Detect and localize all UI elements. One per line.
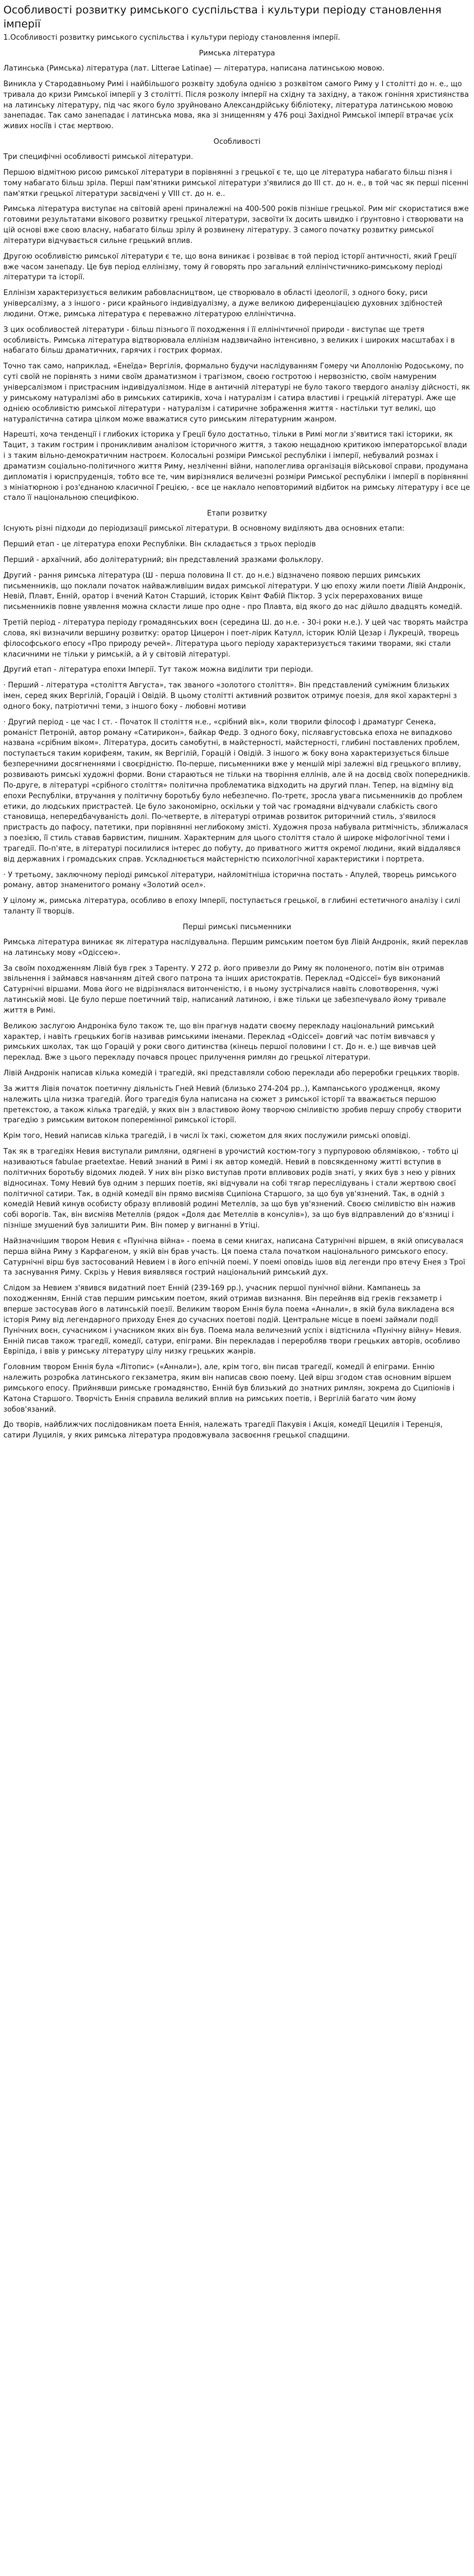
paragraph: У цілому ж, римська література, особливо в епоху Імперії, поступається грецької, в глибині естетичного аналізу і силі таланту її творців. [3, 897, 461, 916]
paragraph: Другий - рання римська література (Ш - перша половина ІІ ст. до н.е.) відзначено появою перших римських письменників, що поклали початок найважливішим видах римської літератури. У цю епоху жили поети Лівій Андронік, Невій, Плавт, Енній, оратор і вчений Катон Старший, історик Квінт Фабій Піктор. З усіх перерахованих вище письменників повне уявлення можна скласти лише про одне - про Плавта, від якого до нас дійшло двадцять комедій. [3, 571, 466, 612]
paragraph: Другою особливістю римської літератури є те, що вона виникає і розвіває в той період історії античності, який Греції вже часом занепаду. Це був період еллінізму, тому й говорять про загальний еллінічстичнико-римському періоді літератури та історії. [3, 252, 457, 282]
paragraph: Так як в трагедіях Невия виступали римляни, одягнені в урочистий костюм-тогу з пурпуровою облямівкою, - тобто ці називаються fabulae praetextae. Невий знаний в Римі і як автор комедій. Невий в повсякденному житті вступив в політичних боротьбу відомих людей. У них він різко виступав проти впливових родів знаті, у яких був з нею у рівних відносинах. Тому Невий був одним з перших поетів, які відчували на собі тягар переслідувань і стали жертвою своєї політичної сатири. Так, в одній комедії він прямо висміяв Сципіона Старшого, за що був ув'язнений. Так, в одній з комедій Невий кинув особисту образу впливовій родині Метеллів, за що був ув'язнений. Своєю сміливістю він нажив собі ворогів. Так, він висміяв Метеллів (рядок «Доля дає Метеллів в консулів»), за що був відправлений до в'язниці і пізніше змушений був залишити Рим. Він помер у вигнанні в Утіці. [3, 1148, 459, 1230]
paragraph: Існують різні підходи до періодизації римської літератури. В основному виділяють два основних етапи: [3, 524, 405, 533]
paragraph: Еллінізм характеризується великим рабовласництвом, це створювало в області ідеології, з одного боку, риси універсалізму, а з іншого - риси крайнього індивідуалізму, а дуже великою диференціацією духовних здібностей людини. Отже, римська література є переважно літературою еллінічтична. [3, 289, 443, 319]
paragraph: Римська література виступає на світовій арені приналежні на 400-500 років пізніше грецької. Рим міг скористатися вже готовими результатами вікового розвитку грецької літератури, засвоїти їх досить швидко і ґрунтовно і створювати на цій основі вже свою власну, набагато більш зрілу й розвинену літературу. З самого початку розвитку римської літератури відчувається сильне грецький вплив. [3, 205, 469, 245]
paragraph: Латинська (Римська) література (лат. Litterae Latinae) — література, написана латинською мовою. [3, 64, 385, 73]
paragraph: Першою відмітною рисою римської літератури в порівнянні з грецької є те, що це література набагато більш пізня і тому набагато більш зріла. Перші пам'ятники римської літератури з'явилися до ІІІ ст. до н. е., в той час як перші пісенні пам'ятки грецької літератури засвідчені у VIII ст. до н. е.. [3, 168, 469, 198]
paragraph: Головним твором Еннія була «Літопис» («Аннали»), але, крім того, він писав трагедії, комедії й епіграми. Еннію належить розробка латинського гекзаметра, яким він написав свою поему. Цей вірш згодом став основним віршем римського епосу. Прийнявши римське громадянство, Енній був близький до знатних римлян, зокрема до Сципіонів і Катона Старшого. Творчість Еннія справила великий вплив на римських поетів, і Вергілій багато чим йому зобов'язаний. [3, 1363, 455, 1414]
section-heading: Особливості [213, 138, 261, 147]
paragraph: Перший - архаїчний, або долітературний; він представлений зразками фольклору. [3, 555, 324, 564]
paragraph: Точно так само, наприклад, «Енеїда» Вергілія, формально будучи наслідуванням Гомеру чи Аполлонію Родоському, по суті своїй не порівнять з ними своїм драматизмом і трагізмом, своєю гостротою і нервозністю, своїм намуреним універсалізмом і пристрасним індивідуалізмом. Ніде в античній літературі не було такого твердого аналізу дійсності, як у римському натуралізмі або в римських сатириків, хоча і натуралізм і сатира властиві і грецькій літературі. Аже ще однією особливістю римської літератури - натуралізм і сатиричне зображення життя - настільки тут великі, що натуралістична сатира цілком може вважатися суто римським літературним жанром. [3, 362, 470, 424]
paragraph: 1.Особливості розвитку римського суспільства і культури періоду становлення імперії. [3, 34, 340, 43]
paragraph: За життя Лівія початок поетичну діяльність Гней Невий (близько 274-204 рр..), Кампанського уродженця, якому належить ціла низка трагедій. Його трагедія була написана на сюжет з римської історії та вважається першою претекстою, а також кілька трагедій, у яких він з властивою йому творчою сміливістю зробив першу спробу створити трагедію з римським витоком поперемінної римської історії. [3, 1084, 462, 1125]
section-heading: Перші римські письменники [182, 922, 292, 931]
paragraph: За своїм походженням Лівій був грек з Таренту. У 272 р. його привезли до Риму як полоненого, потім він отримав звільнення і займався навчанням дітей свого патрона та інших аристократів. Переклад «Одіссеї» був виконаний Сатурнічні віршами. Мова його не відрізнялася витонченістю, і в ньому зустрічалися навіть словотворення, чужі латинській мові. Це було перше поетичний твір, написаний латиною, і вже тільки це забезпечувало йому тривале життя в Римі. [3, 964, 446, 1015]
page-title: Особливості розвитку римського суспільства і культури періоду становлення імперії [3, 4, 442, 30]
paragraph: Три специфічні особливості римської літератури. [3, 152, 193, 161]
paragraph: З цих особливостей літератури - більш пізнього її походження і її еллінічтичної природи - виступає ще третя особливість. Римська література відтворювала еллінізм надзвичайно інтенсивно, з великих і широких масштабах і в набагато більш драматичних, гарячих і гострих формах. [3, 325, 455, 355]
document-content [3, 33, 471, 1441]
paragraph: Третій період - література періоду громадянських воєн (середина Ш. до н.е. - 30-і роки н.е.). У цей час творять майстра слова, які визначили вершину розвитку: оратор Цицерон і поет-лірик Катулл, історик Юлій Цезар і Лукрецій, творець філософського епосу «Про природу речей». Література цього періоду характеризується такими творами, які стали класичними не тільки у римській, а й у світовій літературі. [3, 619, 468, 659]
paragraph: Найзначнішим твором Невия є «Пунічна війна» - поема в семи книгах, написана Сатурнічні віршем, в якій описувалася перша війна Риму з Карфагеном, у якій він брав участь. Ця поема стала початком національного римського епосу. Сатурнічні вірш був застосований Невием і в його епічній поемі. У поемі оповідь ішов від легенди про втечу Енея з Трої та заснування Риму. Скрізь у Невия виявлявся гострий національний римський дух. [3, 1237, 466, 1277]
paragraph: Лівій Андронік написав кілька комедій і трагедій, які представляли собою переклади або переробки грецьких творів. [3, 1069, 460, 1078]
section-heading: Етапи розвитку [207, 509, 267, 518]
paragraph: Слідом за Невием з'явився видатний поет Енній (239-169 рр.), учасник першої пунічної війни. Кампанець за походженням, Енній став першим римським поетом, який отримав визнання. Він перейняв від греків гекзаметр і вперше застосував його в латинській поезії. Великим твором Еннія була поема «Аннали», в якій була викладена вся історія Риму від легендарного приходу Енея до сучасних поетові подій. Центральне місце в поемі займали події Пунічних воєн, сучасником і учасником яких він був. Поема мала величезний успіх і відтіснила «Пунічну війну» Невия. Енній писав також трагедії, комедії, сатури, епіграми. Він перекладав і переробляв твори грецьких авторів, особливо Евріпіда, і ввів у римську літературу цілу низку грецьких жанрів. [3, 1284, 462, 1356]
paragraph: · Перший - література «століття Августа», так званого «золотого століття». Він представлений суміжним близьких імен, серед яких Вергілій, Горацій і Овідій. В цьому столітті активний розвиток отримує поезія, для якої характерні з одного боку, патріотичні теми, з іншого боку - любовні мотиви [3, 681, 457, 711]
paragraph: Великою заслугою Андроніка було також те, що він прагнув надати своєму перекладу національний римський характер, і навіть грецьких богів називав римськими іменами. Переклад «Одіссеї» довгий час потім вивчався у римських школах, так що Горацій у роки свого дитинства (кінець першої половини І ст. До н. е.) ще вивчав цей переклад. Вже з цього перекладу почався процес прилучення римлян до грецької літератури. [3, 1022, 437, 1062]
paragraph: До творів, найближчих послідовникам поета Еннія, належать трагедії Пакувія і Акція, комедії Цецилія і Теренція, сатири Луцилія, у яких римська література продовжувала засвоєння грецької спадщини. [3, 1421, 443, 1440]
paragraph: Римська література виникає як література наслідувальна. Першим римським поетом був Лівій Андронік, який переклав на латинську мову «Одіссею». [3, 938, 468, 957]
paragraph: Крім того, Невий написав кілька трагедій, і в числі їх такі, сюжетом для яких послужили римські оповіді. [3, 1132, 411, 1141]
paragraph: · У третьому, заключному періоді римської літератури, найломітніша історична постать - Апулей, творець римського роману, автор знаменитого роману «Золотий осел». [3, 870, 457, 890]
paragraph: Перший етап - це література епохи Республіки. Він складається з трьох періодів [3, 540, 316, 549]
paragraph: · Другий період - це час І ст. - Початок ІІ століття н.е., «срібний вік», коли творили філософ і драматург Сенека, романіст Петроній, автор роману «Сатирикон», байкар Федр. З одного боку, післяавгустовська епоха не випадково названа «срібним віком». Література, досить самобутні, в майстерності, майстерності, глибині поставлених проблем, поступається таким корифеям, таким, як Вергілій, Горацій і Овідій. З іншого ж боку вона характеризується більше безперечними досягненнями і своєрідністю. По-перше, письменники вже у меншій мірі залежні від грецького впливу, розвивають римські художні форми. Вони стараються не тільки на творіння еллінів, але й на досвід своїх попередників. По-друге, в літературі «срібного століття» політична проблематика відходить на другий план. Тепер, на відміну від епохи Республіки, втручання у політичну боротьбу було небезпечно. По-третє, зросла увага письменників до проблем етики, до людських пристрастей. Це було закономірно, оскільки у той час громадяни відчували слабкість свого становища, непередбачуваність долі. По-четверте, в літературі отримав розвиток риторичний стиль, з'явилося пристрасть до пафосу, патетики, при порівнянні неглибокому змісті. Художня проза набувала ритмічність, зближалася з поезією, її стиль ставав барвистим, пишним. Характерним для цього століття стало й широке міфологічної теми і трагедії. По-п'яте, в літературі посилилися інтерес до побуту, до приватного життя окремої людини, який віддалявся від державних і громадських справ. Ускладнюється майстерністю психологічної характеристики і портрета. [3, 718, 471, 864]
paragraph: Нарешті, хоча тенденції і глибоких історика у Греції було достатньо, тільки в Римі могли з'явитися такі історики, як Тацит, з таким гострим і проникливим аналізом історичного життя, з такою нещадною критикою імператорської влади і з таким вільно-демократичним настроєм. Колосальні розміри Римської республіки і імперії, небувалий розмах і драматизм соціально-політичного життя Риму, незліченні війни, наполеглива організація військової справи, продумана дипломатія і юриспруденція, тобто все те, чим вирізнялися величезні розміри Римської республіки і імперії в порівнянні з мініатюрною і роз'єднаною класичної Грецією, - все це наклало неповторимий відбиток на римську літературу і все це стало її національною специфікою. [3, 430, 470, 503]
paragraph: Другий етап - література епохи Імперії. Тут також можна виділити три періоди. [3, 666, 313, 675]
paragraph: Виникла у Стародавньому Римі і найбільшого розквіту здобула однією з розквітом самого Риму у І столітті до н. е., що тривала до кризи Римської імперії у 3 столітті. Після розколу імперії на східну та західну, а також гоніння християнства на латинську літературу, під час якого було зруйновано Александрійську бібліотеку, література латинською мовою занепадає. Так само занепадає і латинська мова, яка зі знищенням у 476 році Західної Римської імперії втрачає усіх живих носіїв і стає мертвою. [3, 79, 469, 131]
section-heading: Римська література [199, 49, 275, 58]
